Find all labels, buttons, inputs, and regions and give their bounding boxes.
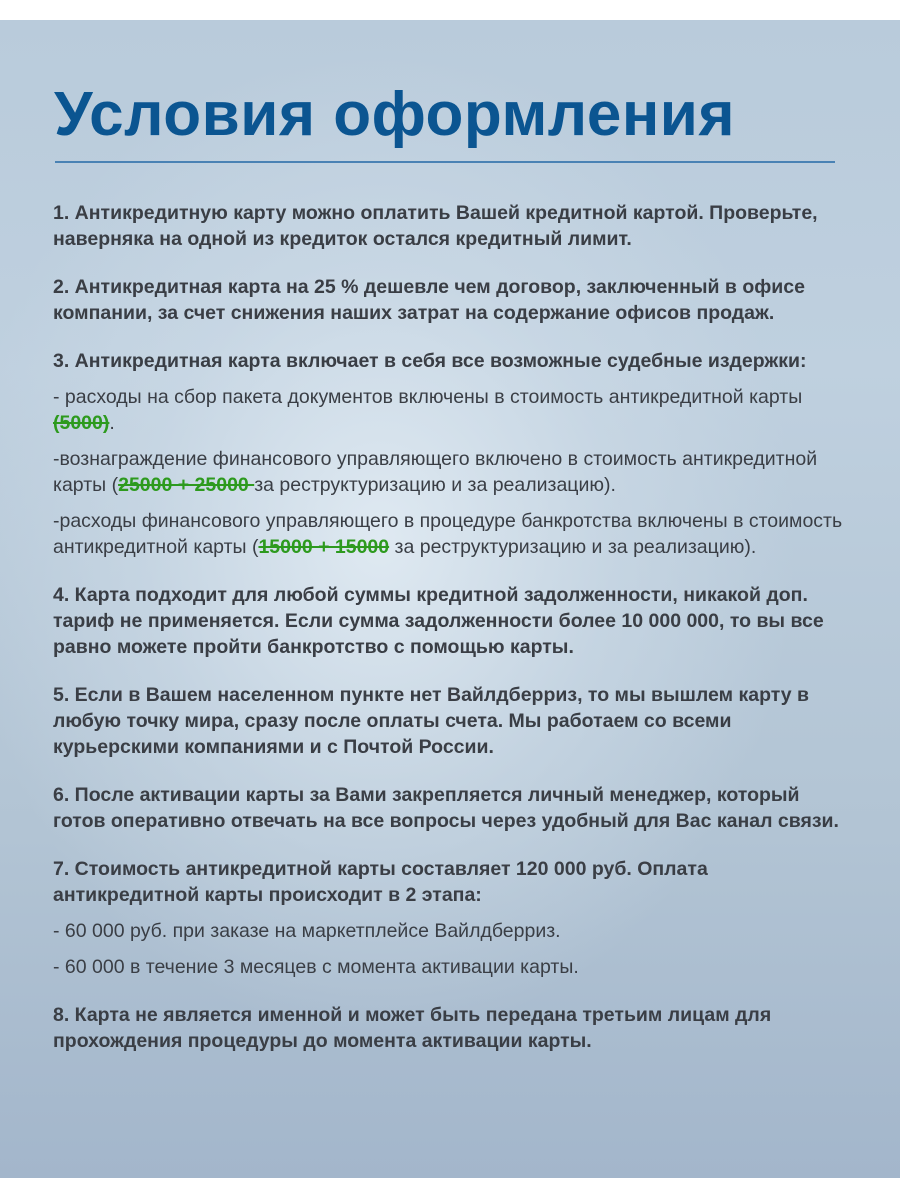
sub-text: - расходы на сбор пакета документов включены в стоимость антикредитной карты [53,386,803,408]
condition-4: 4. Карта подходит для любой суммы кредитной задолженности, никакой доп. тариф не применяется. Если сумма задолженности более 10 000 000, то вы все равно можете пройти банкротство с помощью карты. [53,584,824,658]
condition-3: 3. Антикредитная карта включает в себя все возможные судебные издержки: [53,350,807,372]
condition-5: 5. Если в Вашем населенном пункте нет Вайлдберриз, то мы вышлем карту в любую точку мира, сразу после оплаты счета. Мы работаем со всеми курьерскими компаниями и с Почтой России. [53,684,810,758]
condition-8: 8. Карта не является именной и может быть передана третьим лицам для прохождения процедуры до момента активации карты. [53,1004,772,1052]
slide [0,20,900,1178]
struck-price: (5000) [53,412,110,434]
condition-6: 6. После активации карты за Вами закрепляется личный менеджер, который готов оперативно отвечать на все вопросы через удобный для Вас канал связи. [53,784,839,832]
sub-text: за реструктуризацию и за реализацию). [254,474,616,496]
struck-price: 15000 + 15000 [258,536,390,558]
condition-7-sub-first-payment: - 60 000 руб. при заказе на маркетплейсе Вайлдберриз. [53,920,561,942]
condition-1: 1. Антикредитную карту можно оплатить Вашей кредитной картой. Проверьте, наверняка на одной из кредиток остался кредитный лимит. [53,202,818,250]
sub-text: за реструктуризацию и за реализацию). [389,536,757,558]
condition-2: 2. Антикредитная карта на 25 % дешевле чем договор, заключенный в офисе компании, за счет снижения наших затрат на содержание офисов продаж. [53,276,805,324]
condition-3-sub-manager-expenses [53,508,853,560]
condition-3-sub-documents [53,384,853,436]
sub-text: -расходы финансового управляющего в процедуре банкротства включены в стоимость антикредитной карты ( [53,510,843,558]
page-title: Условия оформления [54,80,736,149]
struck-price: 25000 + 25000 [118,474,255,496]
sub-text: -вознаграждение финансового управляющего включено в стоимость антикредитной карты ( [53,448,818,496]
condition-7-sub-second-payment: - 60 000 в течение 3 месяцев с момента активации карты. [53,956,579,978]
title-divider [55,161,835,163]
condition-3-sub-manager-fee [53,446,853,498]
sub-text: . [109,412,115,434]
condition-7: 7. Стоимость антикредитной карты составляет 120 000 руб. Оплата антикредитной карты происходит в 2 этапа: [53,858,708,906]
conditions-list [53,200,853,1054]
